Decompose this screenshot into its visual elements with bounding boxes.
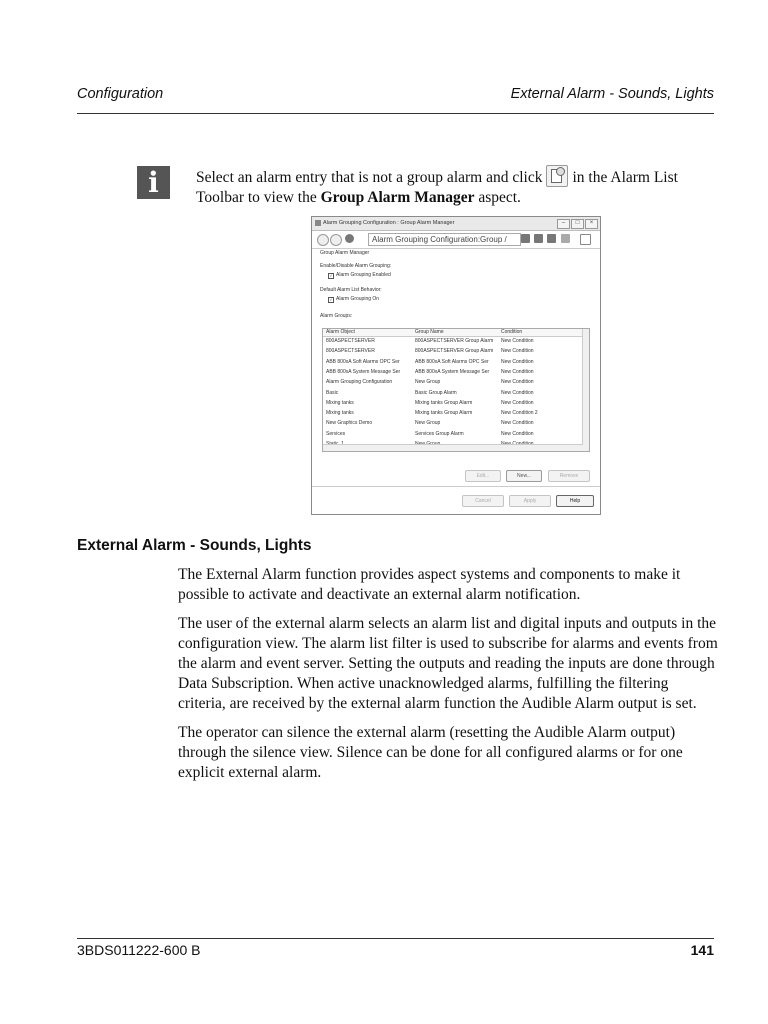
table-row[interactable]: Mixing tanks Mixing tanks Group Alarm New Condition 2	[326, 410, 538, 417]
page-number: 141	[690, 942, 714, 958]
table-row[interactable]: ABB 800xA System Message Ser ABB 800xA System Message Ser New Condition	[326, 368, 534, 375]
note-text-2: in the Alarm List Toolbar to view the	[196, 169, 678, 206]
alarm-grouping-on-checkbox[interactable]: ✓ Alarm Grouping On	[329, 296, 380, 302]
footer-rule	[77, 938, 714, 939]
vertical-scrollbar[interactable]	[582, 329, 589, 451]
table-row[interactable]: Services Services Group Alarm New Condition	[326, 430, 534, 437]
back-icon[interactable]	[317, 234, 329, 246]
remove-button[interactable]: Remove	[548, 470, 590, 482]
paragraph: The user of the external alarm selects an alarm list and digital inputs and outputs in the configuration view. The alarm list filter is used to subscribe for alarms and events from the alarm and event server. Setting the outputs and reading the inputs are done through Data Subscription. When active unacknowledged alarms, fulfilling the filtering criteria, are received by the external alarm function the Audible Alarm output is set.	[178, 615, 718, 712]
horizontal-scrollbar[interactable]	[323, 444, 583, 451]
alarm-groups-label: Alarm Groups:	[320, 313, 353, 319]
section-heading: External Alarm - Sounds, Lights	[77, 537, 312, 554]
document-id: 3BDS011222-600 B	[77, 942, 201, 958]
note-bold-text: Group Alarm Manager	[320, 189, 475, 206]
header-rule	[77, 113, 714, 114]
note-text-3: aspect.	[478, 189, 521, 206]
dialog-divider	[312, 486, 600, 487]
table-header	[323, 329, 589, 337]
table-row[interactable]: Alarm Grouping Configuration New Group New Condition	[326, 379, 534, 386]
window-controls	[556, 219, 598, 227]
address-field[interactable]: Alarm Grouping Configuration:Group /	[368, 233, 521, 246]
edit-button[interactable]: Edit...	[465, 470, 501, 482]
table-row[interactable]: ABB 800xA Soft Alarms OPC Ser ABB 800xA Soft Alarms OPC Ser New Condition	[326, 358, 534, 365]
forward-icon[interactable]	[330, 234, 342, 246]
table-row[interactable]: Basic Basic Group Alarm New Condition	[326, 389, 534, 396]
column-alarm-object[interactable]: Alarm Object	[326, 329, 355, 335]
help-icon[interactable]	[580, 234, 591, 245]
minimize-icon[interactable]: –	[557, 219, 570, 229]
app-icon	[315, 220, 321, 226]
close-icon[interactable]: ×	[585, 219, 598, 229]
running-header	[77, 86, 714, 106]
window-title: Alarm Grouping Configuration : Group Alarm Manager	[323, 220, 455, 226]
default-behavior-label: Default Alarm List Behavior:	[320, 287, 382, 293]
alarm-groups-table	[322, 328, 590, 452]
toolbar-divider	[312, 248, 600, 249]
alarm-grouping-enabled-checkbox[interactable]: ✓ Alarm Grouping Enabled	[329, 272, 391, 278]
table-row[interactable]: 800ASPECTSERVER 800ASPECTSERVER Group Alarm New Condition	[326, 338, 534, 344]
cancel-button[interactable]: Cancel	[462, 495, 504, 507]
lock-icon[interactable]	[521, 234, 530, 243]
window-titlebar	[312, 217, 600, 231]
table-row[interactable]: Mixing tanks Mixing tanks Group Alarm New Condition	[326, 399, 534, 406]
navigation-bar	[315, 233, 597, 246]
help-button[interactable]: Help	[556, 495, 594, 507]
new-button[interactable]: New...	[506, 470, 542, 482]
column-condition[interactable]: Condition	[501, 329, 523, 335]
aspect-label: Group Alarm Manager	[320, 250, 370, 256]
header-chapter: Configuration	[77, 86, 164, 102]
paragraph: The operator can silence the external alarm (resetting the Audible Alarm output) through the silence view. Silence can be done for all configured alarms or for one explicit external alarm.	[178, 724, 683, 781]
section-body	[178, 565, 718, 792]
checkbox-check-icon: ✓	[329, 297, 333, 302]
header-section: External Alarm - Sounds, Lights	[510, 86, 714, 102]
print-icon[interactable]	[547, 234, 556, 243]
paragraph: The External Alarm function provides aspect systems and components to make it possible to activate and deactivate an external alarm notification.	[178, 566, 681, 603]
group-alarm-manager-toolbar-icon	[546, 165, 568, 187]
info-icon: i	[137, 166, 170, 199]
enable-grouping-label: Enable/Disable Alarm Grouping:	[320, 263, 392, 269]
table-row[interactable]: New Graphics Demo New Group New Condition	[326, 420, 534, 427]
group-alarm-manager-screenshot	[311, 216, 601, 515]
note-text-1: Select an alarm entry that is not a group alarm and click	[196, 169, 543, 186]
table-row[interactable]: 800ASPECTSERVER 800ASPECTSERVER Group Alarm New Condition	[326, 348, 534, 355]
aspect-menu-icon[interactable]	[345, 234, 354, 243]
pin-icon[interactable]	[534, 234, 543, 243]
info-note	[196, 165, 716, 208]
apply-button[interactable]: Apply	[509, 495, 551, 507]
column-group-name[interactable]: Group Name	[415, 329, 444, 335]
options-icon[interactable]	[561, 234, 570, 243]
maximize-icon[interactable]: □	[571, 219, 584, 229]
checkbox-check-icon: ✓	[329, 273, 333, 278]
